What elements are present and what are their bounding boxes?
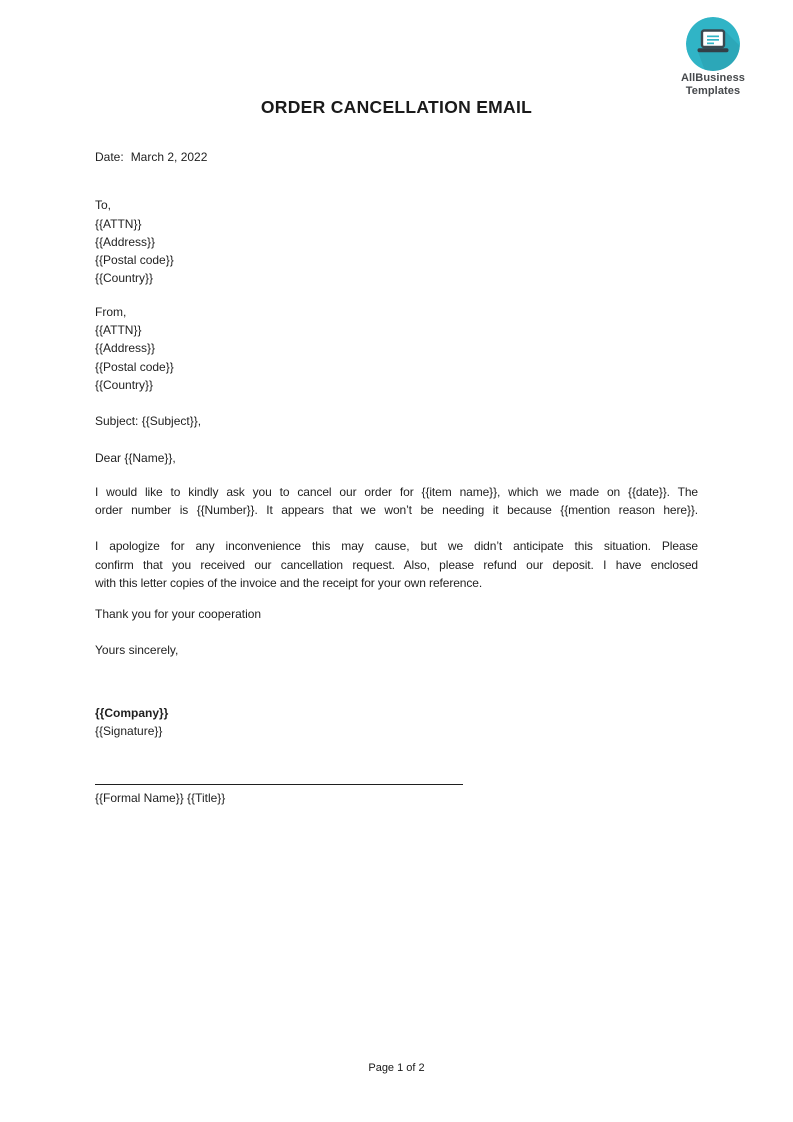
paragraph-line: confirm that you received our cancellation request. Also, please refund our deposit. I have enclosed (95, 557, 698, 572)
date-value: March 2, 2022 (130, 150, 208, 164)
sender-postal-code: {{Postal code}} (95, 359, 174, 374)
recipient-address: {{Address}} (95, 234, 156, 249)
brand-name-line1: AllBusiness (680, 72, 746, 84)
sender-heading: From, (95, 304, 127, 319)
subject-line: Subject: {{Subject}}, (95, 414, 202, 429)
recipient-postal-code: {{Postal code}} (95, 253, 174, 268)
paragraph-line: with this letter copies of the invoice and the receipt for your own reference. (95, 576, 483, 591)
salutation: Dear {{Name}}, (95, 450, 176, 465)
paragraph-line: I would like to kindly ask you to cancel our order for {{item name}}, which we made on {{date}}. The (95, 484, 698, 499)
sender-country: {{Country}} (95, 377, 154, 392)
recipient-attn: {{ATTN}} (95, 216, 142, 231)
signature-placeholder: {{Signature}} (95, 724, 163, 739)
signature-rule (95, 784, 463, 785)
allbusiness-logo (679, 17, 747, 98)
recipient-heading: To, (95, 198, 112, 213)
signer-name-title: {{Formal Name}} {{Title}} (95, 790, 226, 805)
sender-attn: {{ATTN}} (95, 323, 142, 338)
sender-address: {{Address}} (95, 341, 156, 356)
recipient-country: {{Country}} (95, 271, 154, 286)
date-line (95, 148, 698, 166)
page-footer (0, 1061, 793, 1075)
recipient-address-block (95, 196, 698, 287)
closing-valediction: Yours sincerely, (95, 642, 179, 657)
brand-name-line2: Templates (685, 85, 741, 97)
body-paragraph-2 (95, 537, 698, 592)
laptop-icon (686, 17, 740, 71)
body-paragraph-1 (95, 483, 698, 520)
closing-thanks: Thank you for your cooperation (95, 607, 262, 622)
sender-address-block (95, 303, 698, 394)
company-placeholder: {{Company}} (95, 705, 169, 720)
paragraph-line: I apologize for any inconvenience this may cause, but we didn’t anticipate this situation. Please (95, 539, 698, 554)
page-indicator: Page 1 of 2 (368, 1062, 425, 1074)
document-title: ORDER CANCELLATION EMAIL (260, 97, 533, 117)
paragraph-line: order number is {{Number}}. It appears that we won’t be needing it because {{mention reason here}}. (95, 503, 698, 518)
date-label: Date: (95, 150, 124, 164)
